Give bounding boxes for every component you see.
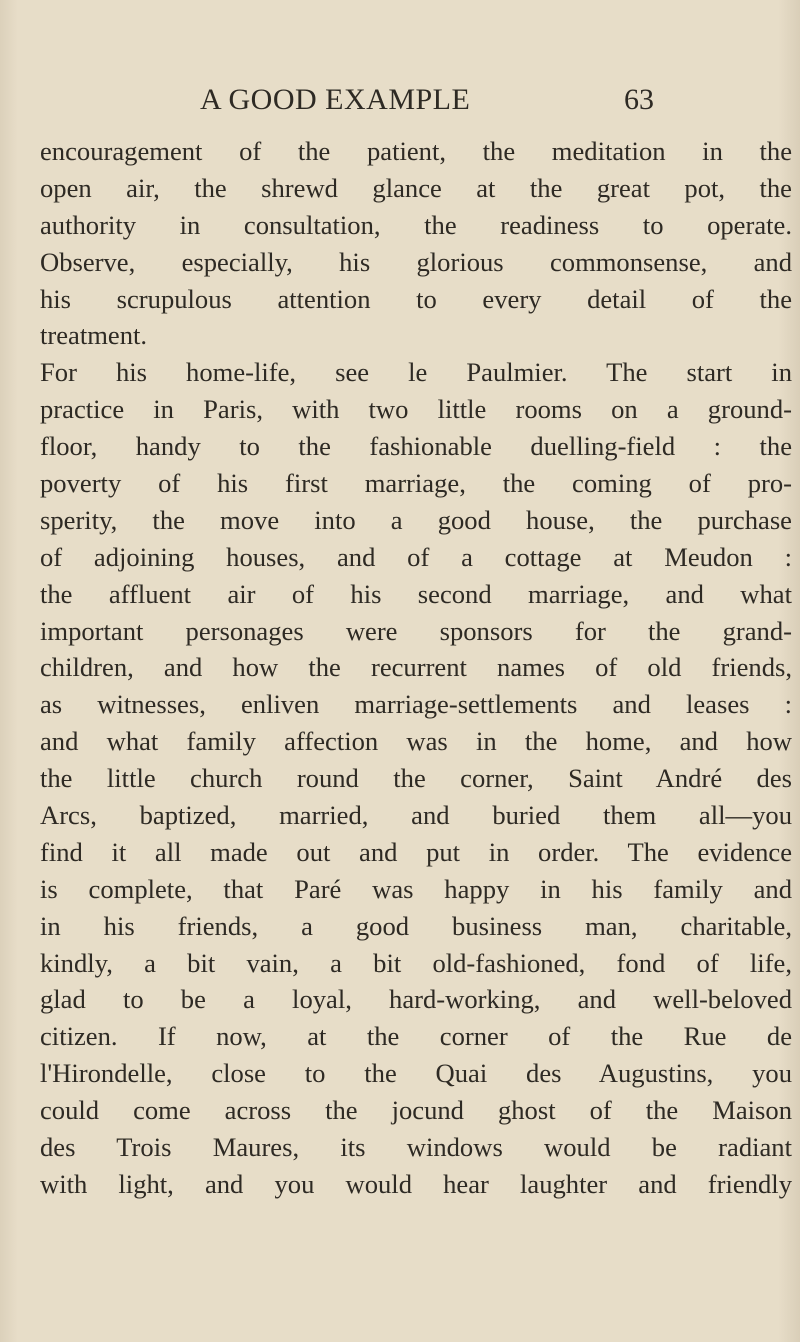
text-line: encouragement of the patient, the meditation in the: [40, 136, 792, 166]
text-line: kindly, a bit vain, a bit old-fashioned, fond of life,: [40, 947, 792, 978]
text-line: the little church round the corner, Saint André des: [40, 763, 792, 794]
text-line: and what family affection was in the home, and how: [40, 726, 792, 757]
text-line: as witnesses, enliven marriage-settlements and leases :: [40, 689, 792, 720]
body-text: [40, 133, 792, 1203]
text-line: floor, handy to the fashionable duelling-field : the: [40, 431, 792, 462]
text-line: in his friends, a good business man, charitable,: [40, 910, 792, 941]
text-line: find it all made out and put in order. The evidence: [40, 836, 792, 867]
running-head: [0, 80, 800, 120]
text-line: Arcs, baptized, married, and buried them all—you: [40, 800, 792, 831]
text-line: For his home-life, see le Paulmier. The start in: [40, 357, 792, 388]
text-line: l'Hirondelle, close to the Quai des Augustins, you: [40, 1058, 792, 1089]
text-line: children, and how the recurrent names of old friends,: [40, 652, 792, 683]
text-line: the affluent air of his second marriage, and what: [40, 578, 792, 609]
text-line: open air, the shrewd glance at the great pot, the: [40, 172, 792, 203]
text-line: authority in consultation, the readiness to operate.: [40, 209, 792, 240]
text-line: is complete, that Paré was happy in his family and: [40, 873, 792, 904]
text-line: Observe, especially, his glorious commonsense, and: [40, 246, 792, 277]
text-line: treatment.: [40, 320, 148, 351]
text-line: citizen. If now, at the corner of the Rue de: [40, 1021, 792, 1052]
text-line: practice in Paris, with two little rooms on a ground-: [40, 394, 792, 425]
chapter-title: A GOOD EXAMPLE: [200, 83, 471, 116]
text-line: sperity, the move into a good house, the purchase: [40, 504, 792, 535]
text-line: of adjoining houses, and of a cottage at Meudon :: [40, 541, 792, 572]
text-line: could come across the jocund ghost of the Maison: [40, 1095, 792, 1126]
text-line: important personages were sponsors for the grand-: [40, 615, 792, 646]
page-number: 63: [624, 83, 654, 116]
text-line: poverty of his first marriage, the coming of pro-: [40, 468, 792, 499]
text-line: with light, and you would hear laughter and friendly: [40, 1168, 792, 1199]
text-line: glad to be a loyal, hard-working, and well-beloved: [40, 984, 792, 1015]
text-line: des Trois Maures, its windows would be radiant: [40, 1132, 792, 1163]
text-line: his scrupulous attention to every detail of the: [40, 283, 792, 314]
